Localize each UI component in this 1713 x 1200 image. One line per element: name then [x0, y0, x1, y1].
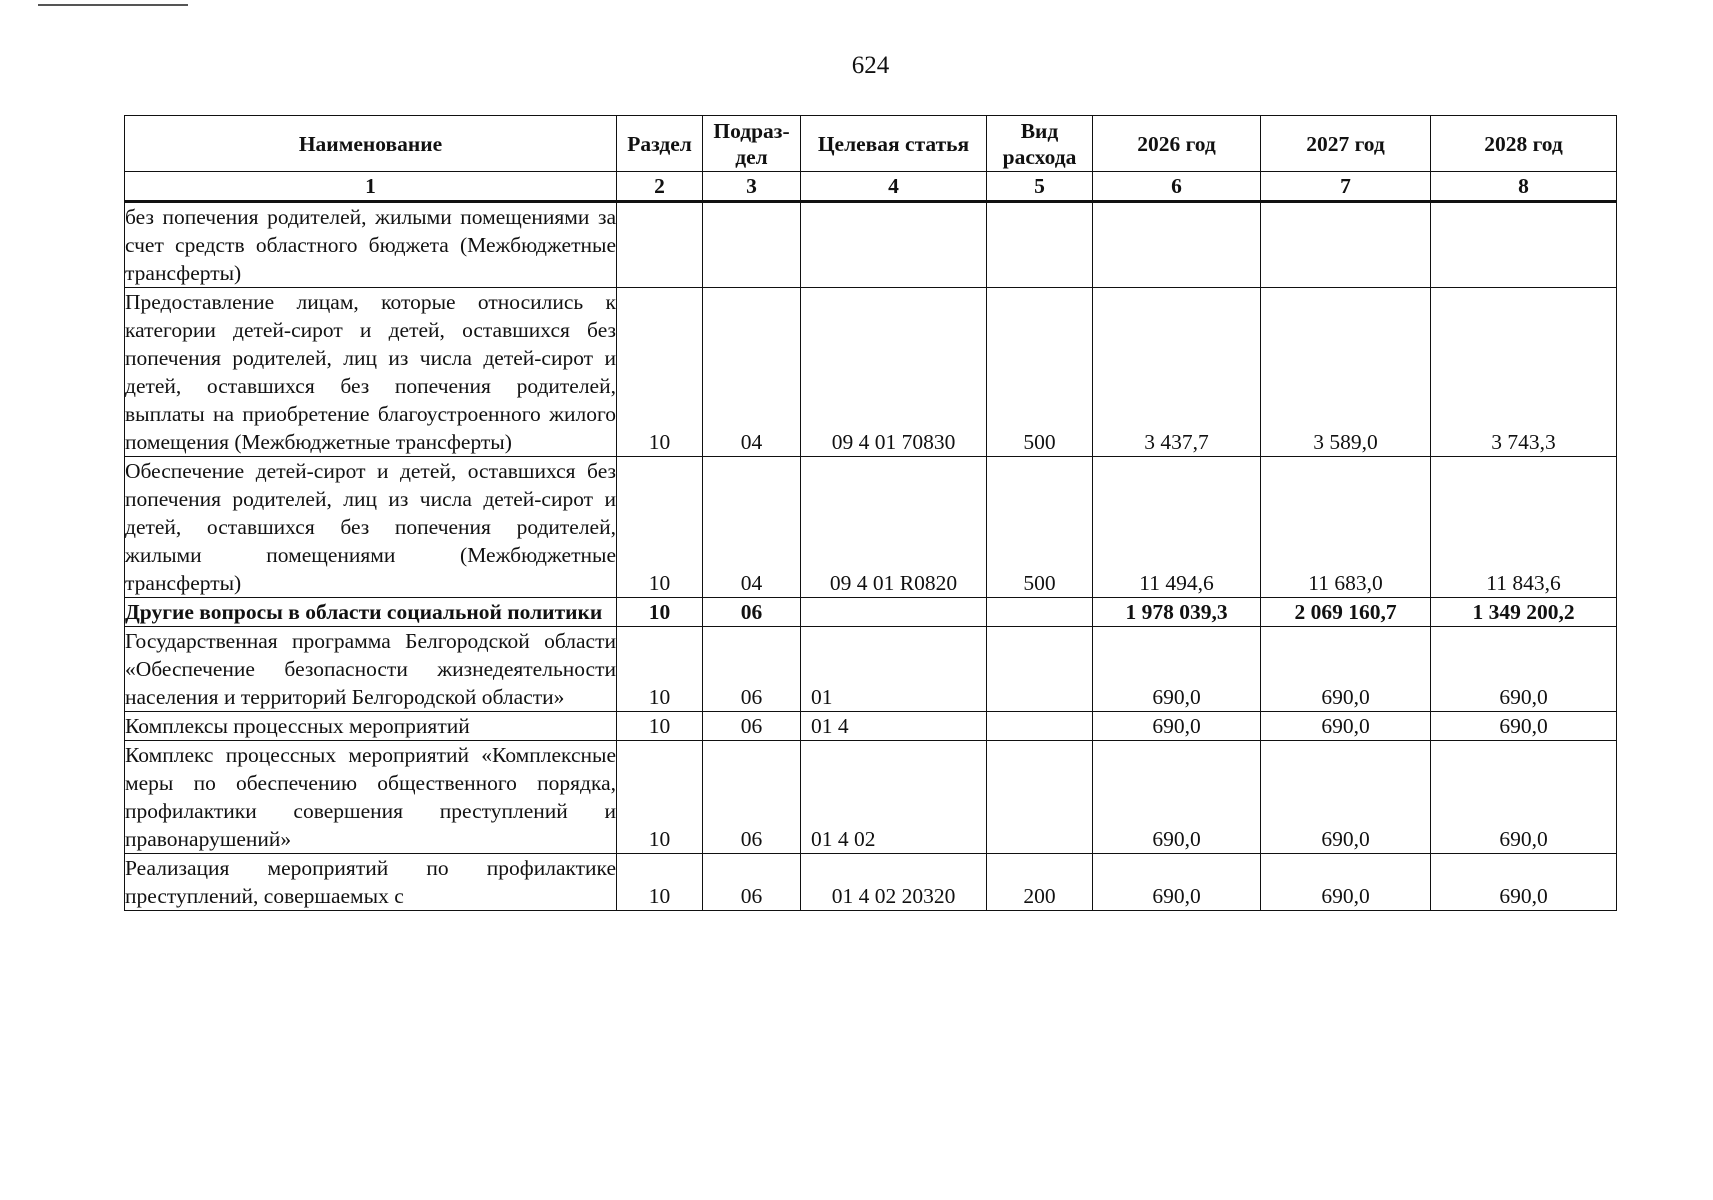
header-2028: 2028 год [1431, 116, 1617, 172]
cell-2028: 690,0 [1431, 627, 1617, 712]
top-rule [38, 4, 188, 6]
cell-razdel: 10 [617, 854, 703, 911]
header-target: Целевая статья [801, 116, 987, 172]
cell-2026: 11 494,6 [1093, 457, 1261, 598]
cell-vid: 500 [987, 288, 1093, 457]
cell-2028: 11 843,6 [1431, 457, 1617, 598]
table-row [125, 457, 1617, 598]
cell-target [801, 202, 987, 288]
table-row [125, 741, 1617, 854]
cell-vid: 200 [987, 854, 1093, 911]
cell-vid [987, 202, 1093, 288]
header-row [125, 116, 1617, 172]
cell-razdel: 10 [617, 741, 703, 854]
row-name: Другие вопросы в области социальной политики [125, 598, 617, 627]
table-row [125, 598, 1617, 627]
row-name: Предоставление лицам, которые относились к категории детей-сирот и детей, оставшихся без попечения родителей, лиц из числа детей-сирот и детей, оставшихся без попечения родителей, выплаты на приобретение благоустроенного жилого помещения (Межбюджетные трансферты) [125, 288, 617, 457]
cell-target: 01 4 02 [801, 741, 987, 854]
header-razdel: Раздел [617, 116, 703, 172]
cell-2028: 1 349 200,2 [1431, 598, 1617, 627]
cell-2027 [1261, 202, 1431, 288]
cell-target: 09 4 01 70830 [801, 288, 987, 457]
cell-razdel: 10 [617, 598, 703, 627]
row-name: Обеспечение детей-сирот и детей, оставшихся без попечения родителей, лиц из числа детей-сирот и детей, оставшихся без попечения родителей, жилыми помещениями (Межбюджетные трансферты) [125, 457, 617, 598]
cell-target [801, 598, 987, 627]
cell-target: 09 4 01 R0820 [801, 457, 987, 598]
column-number: 1 [125, 172, 617, 202]
column-number: 4 [801, 172, 987, 202]
cell-2028: 690,0 [1431, 741, 1617, 854]
column-number: 5 [987, 172, 1093, 202]
column-number: 6 [1093, 172, 1261, 202]
cell-2027: 690,0 [1261, 712, 1431, 741]
cell-podrazdel: 06 [703, 598, 801, 627]
cell-podrazdel: 04 [703, 288, 801, 457]
cell-vid [987, 598, 1093, 627]
header-2027: 2027 год [1261, 116, 1431, 172]
cell-2028: 690,0 [1431, 712, 1617, 741]
cell-2026: 690,0 [1093, 627, 1261, 712]
header-2026: 2026 год [1093, 116, 1261, 172]
cell-target: 01 4 [801, 712, 987, 741]
row-name: Государственная программа Белгородской области «Обеспечение безопасности жизнедеятельности населения и территорий Белгородской области» [125, 627, 617, 712]
cell-2027: 690,0 [1261, 854, 1431, 911]
header-vid: Вид расхода [987, 116, 1093, 172]
column-number: 3 [703, 172, 801, 202]
cell-vid [987, 712, 1093, 741]
cell-podrazdel: 06 [703, 627, 801, 712]
table-row [125, 202, 1617, 288]
column-number-row [125, 172, 1617, 202]
cell-target: 01 [801, 627, 987, 712]
column-number: 8 [1431, 172, 1617, 202]
row-name: Комплексы процессных мероприятий [125, 712, 617, 741]
cell-2028 [1431, 202, 1617, 288]
cell-vid: 500 [987, 457, 1093, 598]
column-number: 2 [617, 172, 703, 202]
cell-vid [987, 627, 1093, 712]
table-row [125, 627, 1617, 712]
table-row [125, 854, 1617, 911]
cell-podrazdel [703, 202, 801, 288]
row-name: без попечения родителей, жилыми помещениями за счет средств областного бюджета (Межбюджетные трансферты) [125, 202, 617, 288]
cell-razdel: 10 [617, 712, 703, 741]
cell-2028: 690,0 [1431, 854, 1617, 911]
row-name: Реализация мероприятий по профилактике преступлений, совершаемых с [125, 854, 617, 911]
cell-razdel: 10 [617, 457, 703, 598]
row-name: Комплекс процессных мероприятий «Комплексные меры по обеспечению общественного порядка, профилактики совершения преступлений и правонарушений» [125, 741, 617, 854]
cell-2026: 1 978 039,3 [1093, 598, 1261, 627]
cell-target: 01 4 02 20320 [801, 854, 987, 911]
cell-razdel: 10 [617, 627, 703, 712]
cell-vid [987, 741, 1093, 854]
table-row [125, 712, 1617, 741]
header-name: Наименование [125, 116, 617, 172]
column-number: 7 [1261, 172, 1431, 202]
cell-2026: 690,0 [1093, 854, 1261, 911]
cell-razdel [617, 202, 703, 288]
cell-2026: 690,0 [1093, 712, 1261, 741]
page-number: 624 [851, 52, 890, 79]
budget-table [124, 115, 1617, 911]
cell-razdel: 10 [617, 288, 703, 457]
cell-podrazdel: 06 [703, 712, 801, 741]
cell-2027: 2 069 160,7 [1261, 598, 1431, 627]
cell-2026: 3 437,7 [1093, 288, 1261, 457]
cell-podrazdel: 06 [703, 854, 801, 911]
header-podrazdel: Подраз-дел [703, 116, 801, 172]
cell-2027: 11 683,0 [1261, 457, 1431, 598]
cell-2026 [1093, 202, 1261, 288]
cell-2027: 690,0 [1261, 627, 1431, 712]
cell-2026: 690,0 [1093, 741, 1261, 854]
cell-2027: 690,0 [1261, 741, 1431, 854]
cell-2027: 3 589,0 [1261, 288, 1431, 457]
table-row [125, 288, 1617, 457]
cell-2028: 3 743,3 [1431, 288, 1617, 457]
cell-podrazdel: 04 [703, 457, 801, 598]
cell-podrazdel: 06 [703, 741, 801, 854]
